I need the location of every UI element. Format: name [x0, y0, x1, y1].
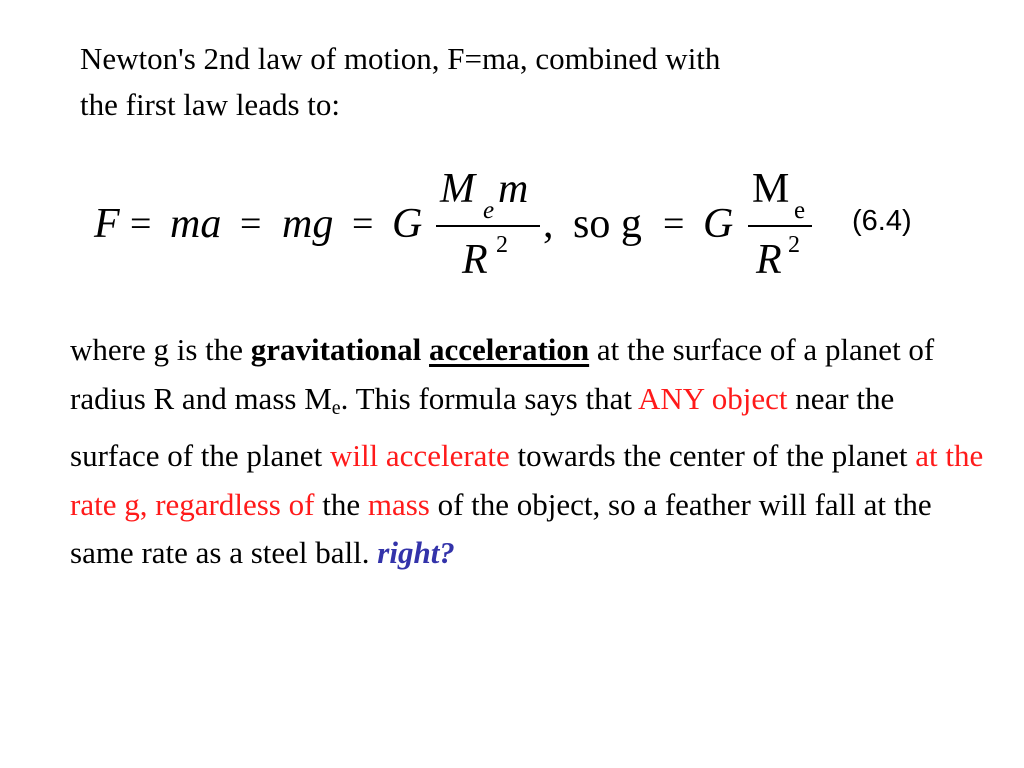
eq-fraction-bar-2	[748, 225, 812, 227]
eq-frac2-M: M	[752, 166, 790, 212]
body-s5: at the surface of a planet of radius R and mass M	[70, 332, 935, 416]
body-s7: . This formula says that	[340, 380, 639, 416]
body-s15: of the object, so a feather will fall at the same rate as a steel ball.	[70, 486, 932, 570]
intro-line-1: Newton's 2nd law of motion, F=ma, combined with	[80, 41, 721, 76]
eq-frac1-m: m	[498, 166, 529, 212]
eq-frac1-R: R	[462, 237, 488, 283]
body-s9: near the surface of the planet	[70, 380, 895, 473]
eq-G-1: G	[392, 201, 423, 247]
eq-ma: ma	[170, 201, 222, 247]
term-gravitational: gravitational	[250, 332, 422, 367]
intro-line-2: the first law leads to:	[80, 87, 340, 122]
eq-equals-4: =	[663, 203, 685, 245]
highlight-rate-g: at the rate g, regardless of	[70, 438, 984, 522]
body-s13: the	[314, 486, 368, 522]
eq-frac2-R: R	[756, 237, 782, 283]
equation	[0, 0, 1024, 300]
term-acceleration: acceleration	[429, 332, 590, 367]
eq-frac1-M: M	[440, 166, 475, 212]
eq-fraction-bar-1	[436, 225, 540, 227]
eq-frac2-exp: 2	[788, 232, 800, 258]
explanation-text	[70, 326, 990, 578]
eq-comma: ,	[543, 201, 554, 247]
eq-frac2-e: e	[794, 197, 806, 224]
highlight-will-accelerate: will accelerate	[329, 438, 510, 473]
eq-frac1-e: e	[483, 197, 495, 224]
equation-number: (6.4)	[852, 205, 912, 237]
eq-equals-2: =	[240, 203, 262, 245]
eq-equals-1: =	[130, 203, 152, 245]
body-s3	[421, 332, 429, 367]
eq-so-g: so g	[573, 201, 642, 247]
body-s11: towards the center of the planet	[509, 438, 916, 473]
subscript-e: e	[331, 396, 341, 419]
question-right: right?	[377, 535, 455, 570]
highlight-mass: mass	[367, 486, 430, 522]
eq-mg: mg	[282, 201, 334, 247]
body-s1: where g is the	[70, 332, 251, 367]
eq-F: F	[94, 201, 120, 247]
eq-frac1-exp: 2	[496, 232, 508, 258]
eq-equals-3: =	[352, 203, 374, 245]
eq-G-2: G	[703, 201, 734, 247]
highlight-any-object: ANY object	[638, 380, 788, 416]
